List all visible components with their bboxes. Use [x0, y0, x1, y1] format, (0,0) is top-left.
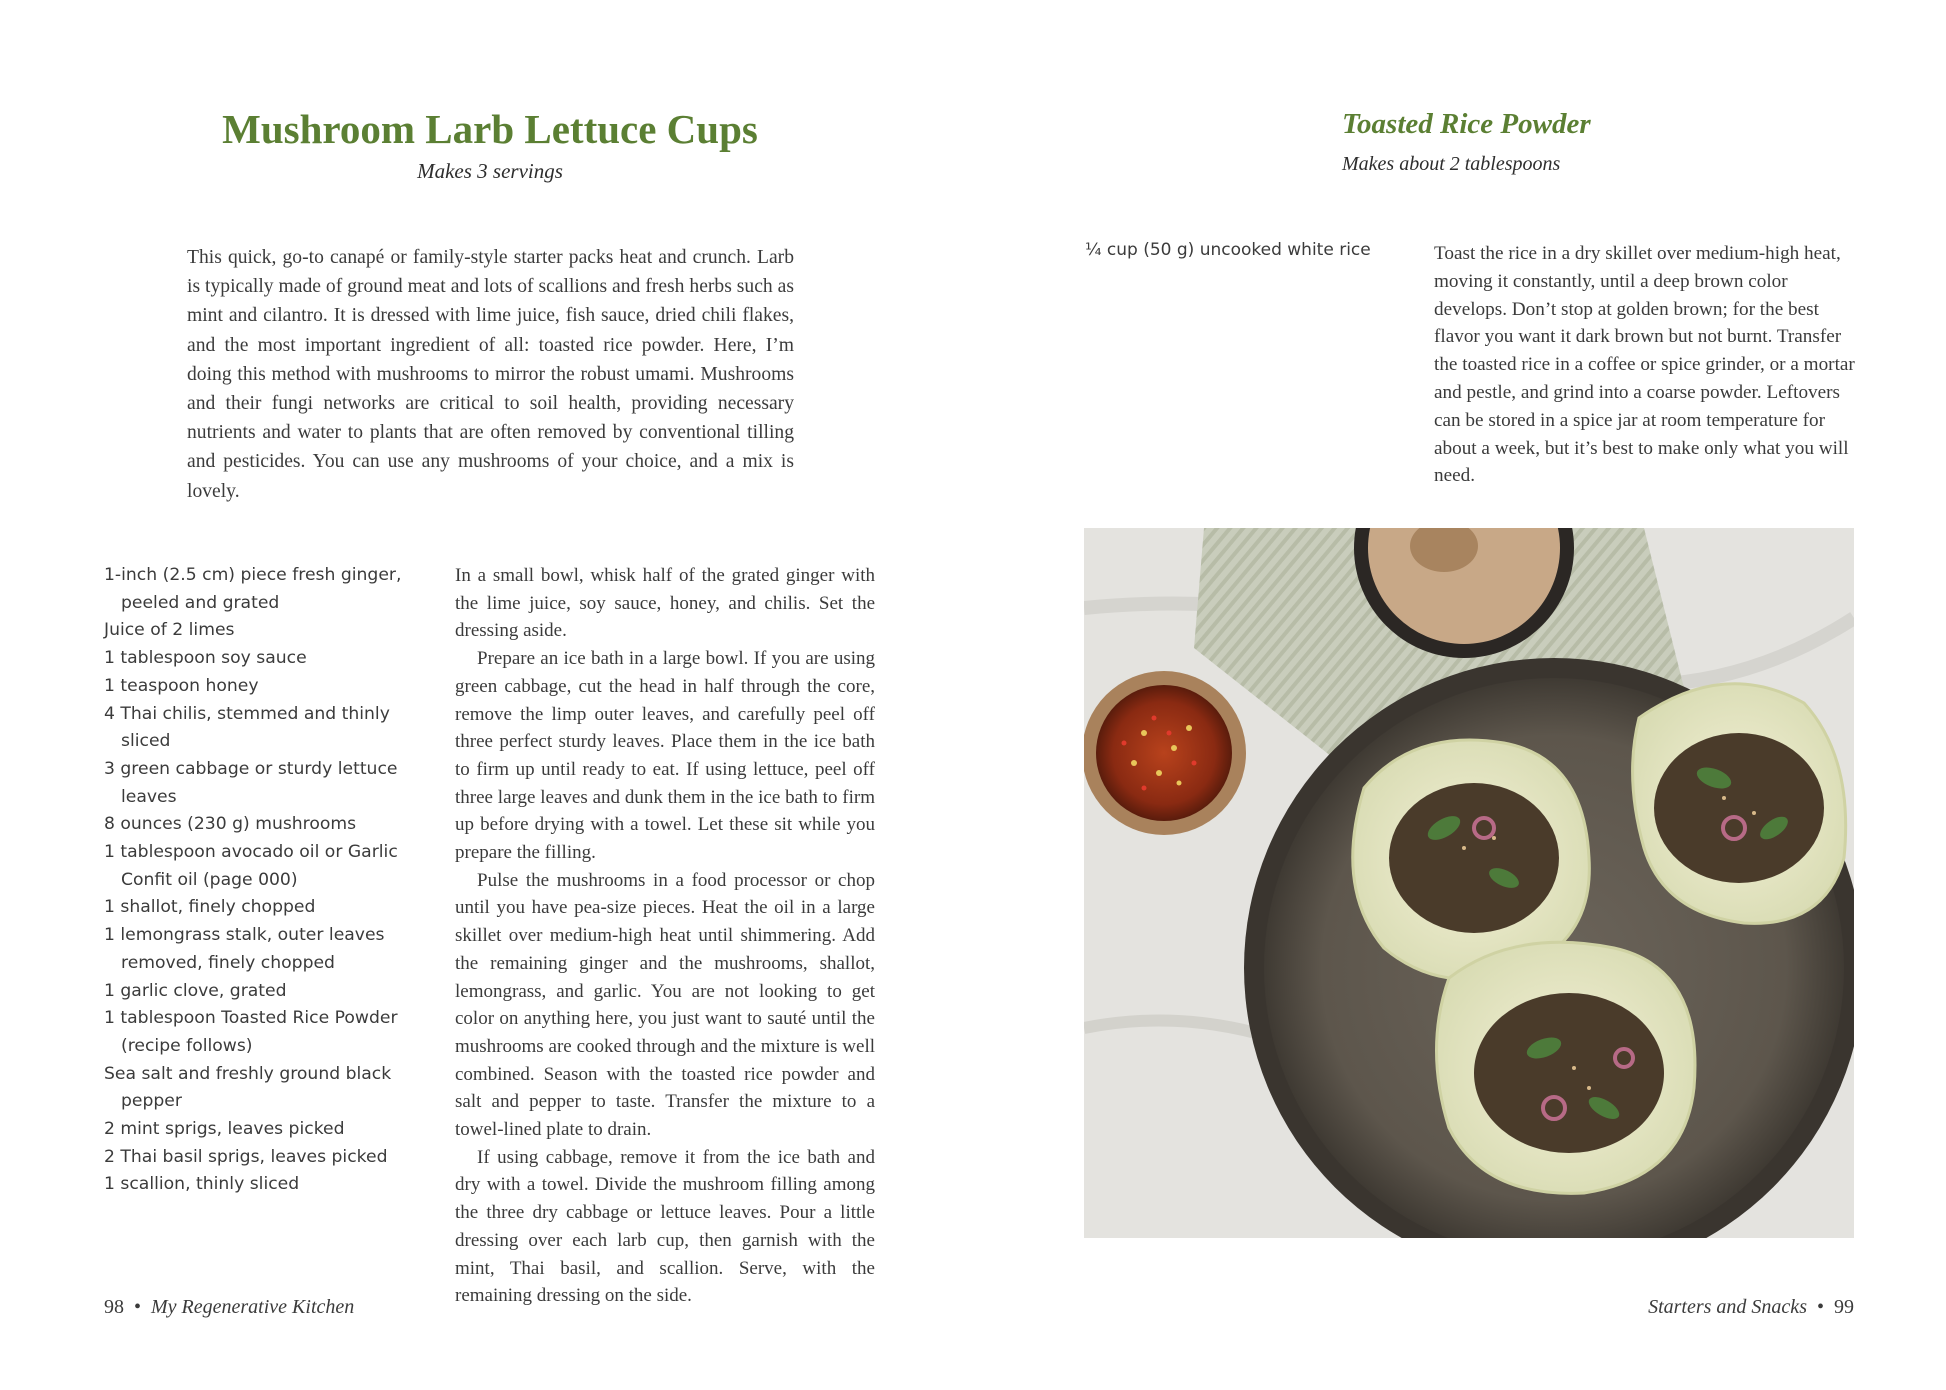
ingredient-item: 1 tablespoon avocado oil or Garlic Confit oil (page 000): [104, 842, 398, 890]
method-step: Pulse the mushrooms in a food processor or chop until you have pea-size pieces. Heat the oil in a large skillet over medium-high heat until shimmering. Add the remaining ginger and the mushrooms, shallot, lemongrass, and garlic. You are not looking to get color on anything here, you just want to sauté until the mushrooms are cooked through and the mixture is well combined. Season with the toasted rice powder and salt and pepper to taste. Transfer the mixture to a towel-lined plate to drain.: [455, 869, 875, 1141]
ingredient-item: 3 green cabbage or sturdy lettuce leaves: [104, 758, 398, 807]
ingredient-item: 2 mint sprigs, leaves picked: [104, 1119, 345, 1140]
ingredient-item: 1 scallion, thinly sliced: [104, 1174, 300, 1195]
footer-bullet: •: [134, 1296, 142, 1318]
footer-right: [1648, 1296, 1854, 1319]
ingredient-item: 1 tablespoon soy sauce: [104, 648, 307, 669]
ingredient-item: 1 garlic clove, grated: [104, 980, 287, 1001]
ingredient-item: 1-inch (2.5 cm) piece fresh ginger, peeled and grated: [104, 565, 402, 613]
food-photo: [1084, 528, 1854, 1238]
ingredient-item: 1 shallot, finely chopped: [104, 897, 316, 918]
footer-bullet: •: [1816, 1296, 1824, 1318]
subrecipe-ingredient: ¼ cup (50 g) uncooked white rice: [1085, 240, 1371, 260]
subrecipe-title: Toasted Rice Powder: [1342, 108, 1591, 140]
subrecipe-servings: Makes about 2 tablespoons: [1342, 153, 1561, 175]
ingredient-list: [104, 562, 424, 1199]
method-steps: [455, 562, 875, 1310]
section-title: Starters and Snacks: [1648, 1296, 1807, 1318]
recipe-intro: This quick, go-to canapé or family-style starter packs heat and crunch. Larb is typically made of ground meat and lots of scallions and fresh herbs such as mint and cilantro. It is dressed with lime juice, fish sauce, dried chili flakes, and the most important ingredient of all: toasted rice powder. Here, I’m doing this method with mushrooms to mirror the robust umami. Mushrooms and their fungi networks are critical to soil health, providing necessary nutrients and water to plants that are often removed by conventional tilling and pesticides. You can use any mushrooms of your choice, and a mix is lovely.: [187, 247, 794, 502]
footer-left: [104, 1296, 354, 1319]
recipe-servings: Makes 3 servings: [417, 159, 563, 183]
page-number: 98: [104, 1296, 124, 1318]
page-number: 99: [1834, 1296, 1854, 1318]
ingredient-item: 1 teaspoon honey: [104, 675, 259, 696]
recipe-title: Mushroom Larb Lettuce Cups: [222, 106, 758, 152]
method-step: If using cabbage, remove it from the ice bath and dry with a towel. Divide the mushroom filling among the three dry cabbage or lettuce leaves. Pour a little dressing over each larb cup, then garnish with the mint, Thai basil, and scallion. Serve, with the remaining dressing on the side.: [455, 1146, 875, 1307]
method-step: In a small bowl, whisk half of the grated ginger with the lime juice, soy sauce, honey, and chilis. Set the dressing aside.: [455, 565, 875, 642]
ingredient-item: 1 lemongrass stalk, outer leaves removed, finely chopped: [104, 925, 385, 973]
method-step: Prepare an ice bath in a large bowl. If you are using green cabbage, cut the head in half through the core, remove the limp outer leaves, and carefully peel off three perfect sturdy leaves. Place them in the ice bath to firm up until ready to eat. If using lettuce, peel off three large leaves and dunk them in the ice bath to firm up before drying with a towel. Let these sit while you prepare the filling.: [455, 648, 875, 864]
ingredient-item: Juice of 2 limes: [104, 620, 235, 641]
ingredient-item: Sea salt and freshly ground black pepper: [104, 1063, 392, 1112]
ingredient-item: 1 tablespoon Toasted Rice Powder (recipe follows): [104, 1008, 398, 1056]
ingredient-item: 8 ounces (230 g) mushrooms: [104, 814, 357, 835]
ingredient-item: 4 Thai chilis, stemmed and thinly sliced: [104, 703, 390, 752]
ingredient-item: 2 Thai basil sprigs, leaves picked: [104, 1146, 388, 1167]
book-title: My Regenerative Kitchen: [151, 1296, 355, 1318]
subrecipe-method: Toast the rice in a dry skillet over medium-high heat, moving it constantly, until a deep brown color develops. Don’t stop at golden brown; for the best flavor you want it dark brown but not burnt. Transfer the toasted rice in a coffee or spice grinder, or a mortar and pestle, and grind into a coarse powder. Leftovers can be stored in a spice jar at room temperature for about a week, but it’s best to make only what you will need.: [1434, 243, 1855, 487]
